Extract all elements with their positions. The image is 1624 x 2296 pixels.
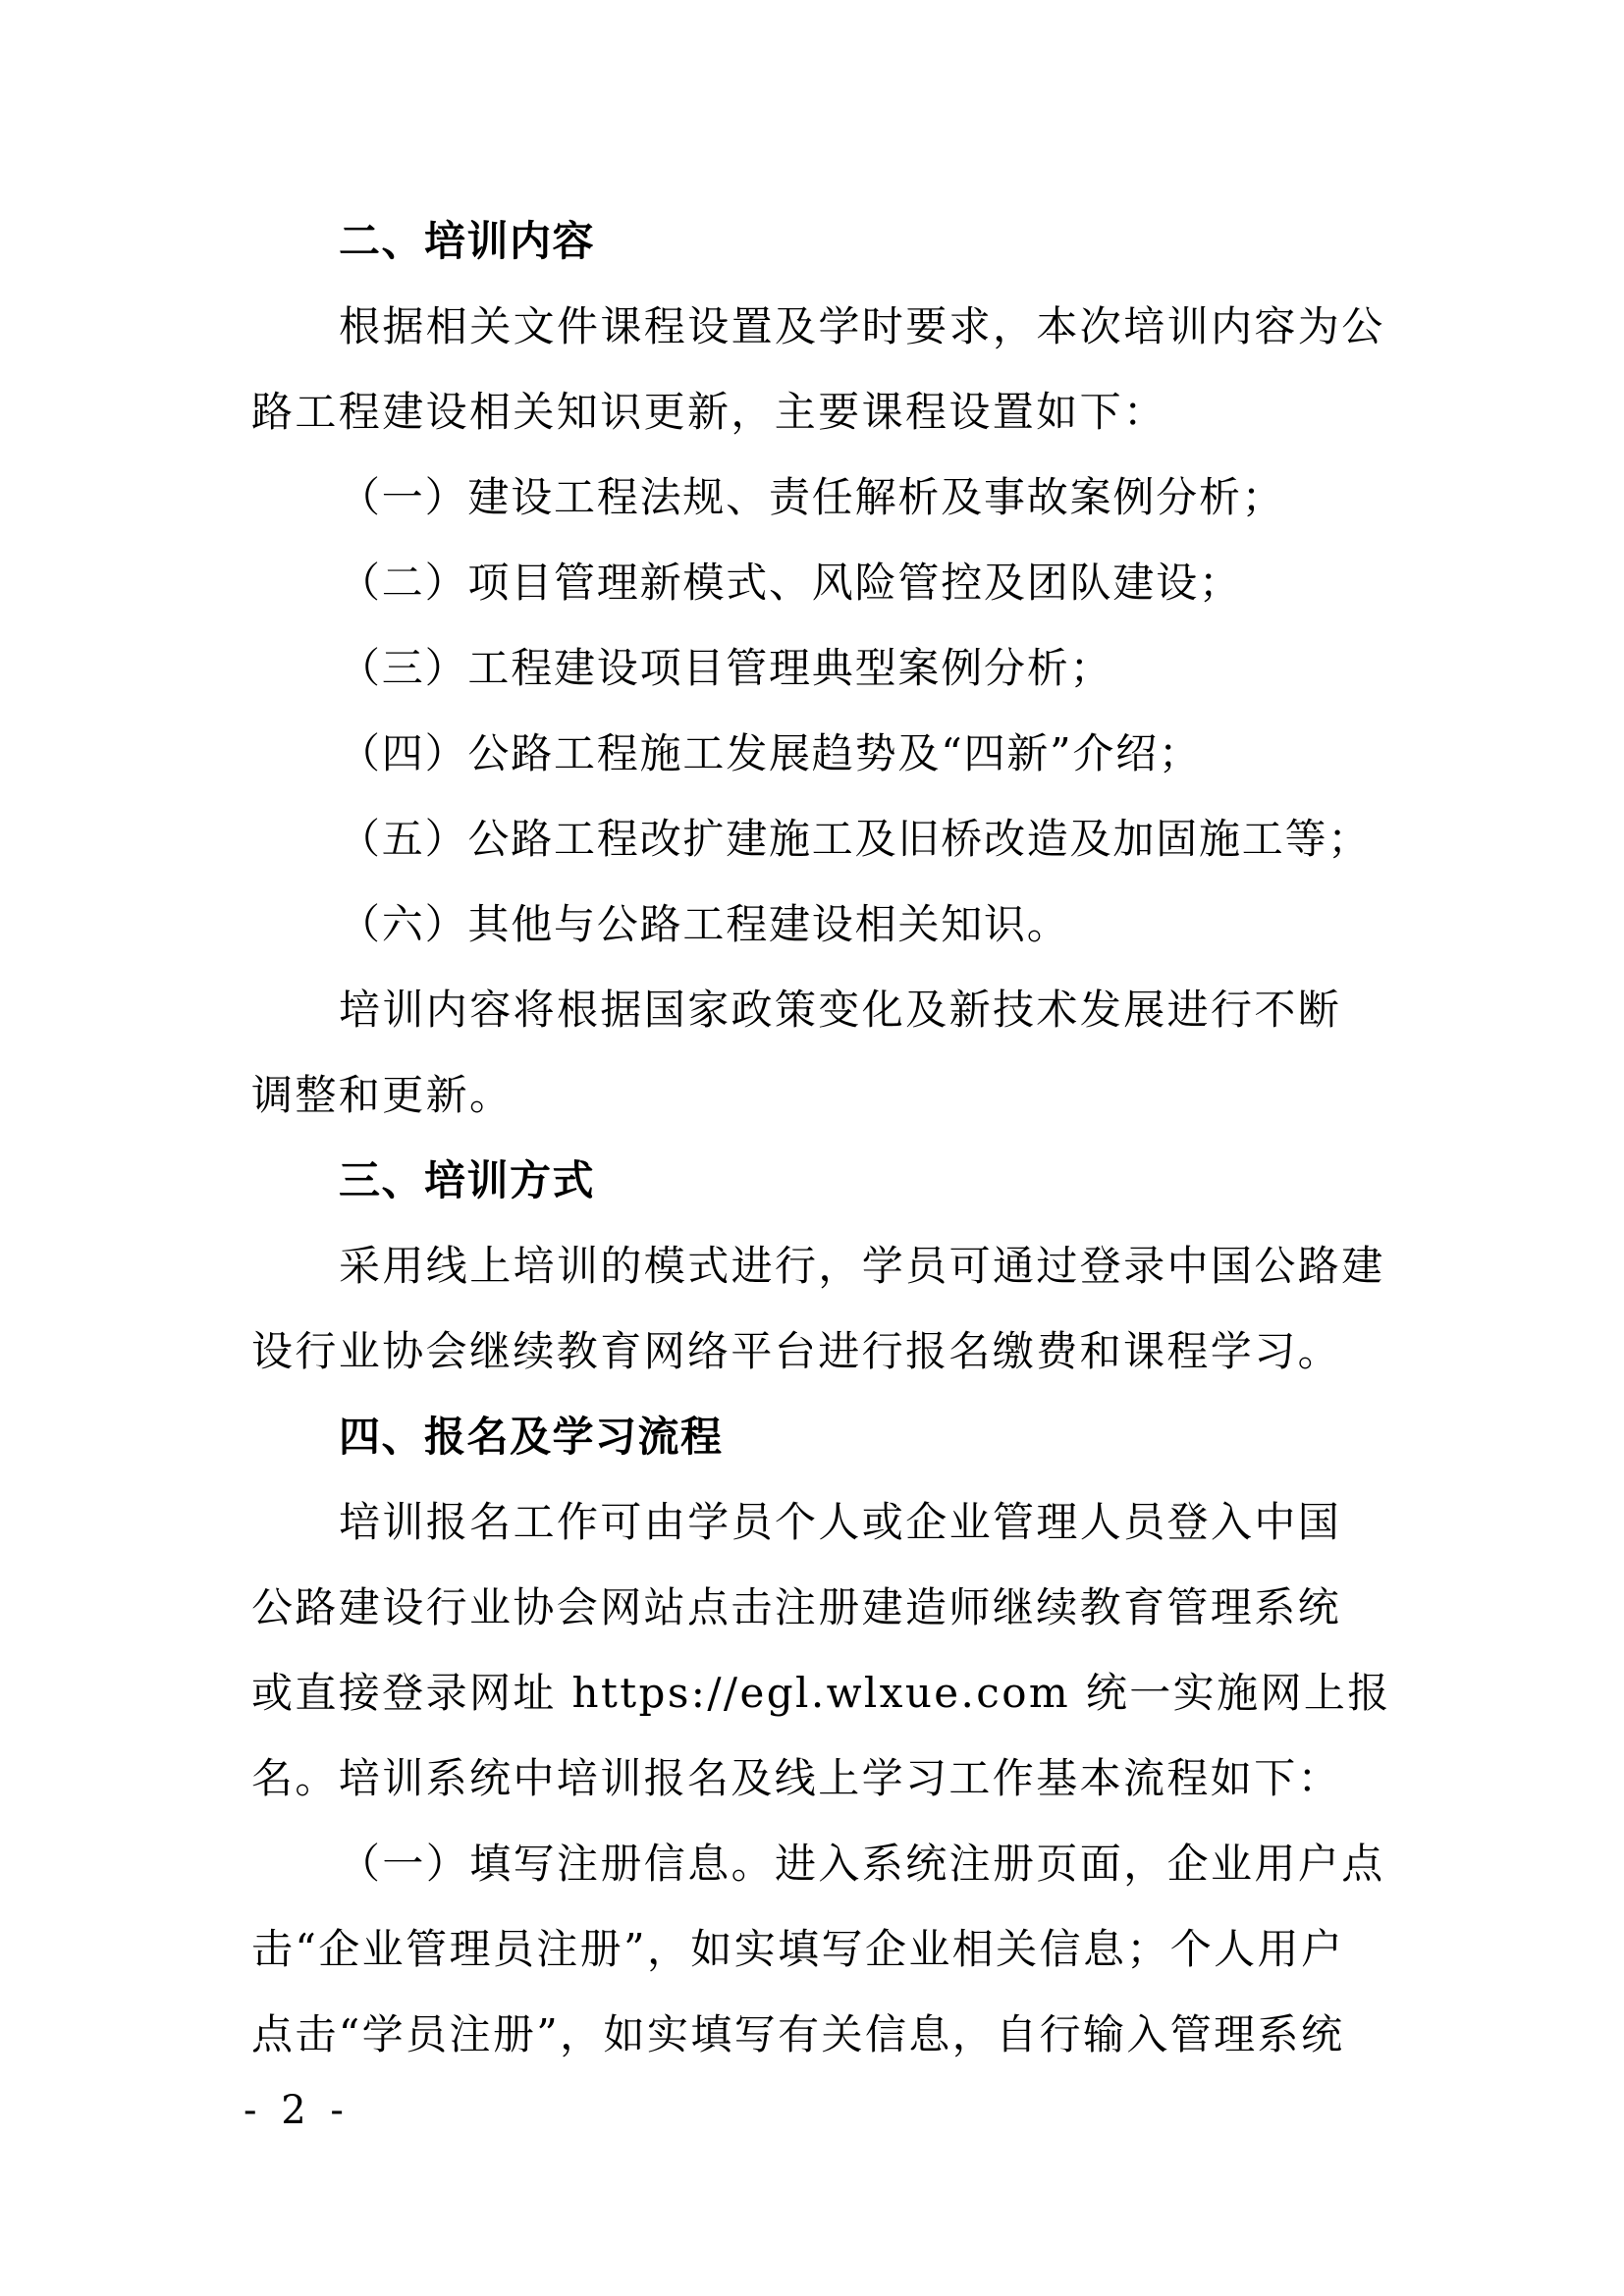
- paragraph-line-with-url: 或直接登录网址 https://egl.wlxue.com 统一实施网上报: [251, 1669, 1391, 1717]
- paragraph-line: 名。培训系统中培训报名及线上学习工作基本流程如下：: [251, 1754, 1342, 1802]
- paragraph-line: 培训内容将根据国家政策变化及新技术发展进行不断: [339, 986, 1342, 1034]
- list-item-2: （二）项目管理新模式、风险管控及团队建设；: [339, 559, 1242, 607]
- section-heading-training-content: 二、培训内容: [339, 217, 596, 265]
- paragraph-line: 击“企业管理员注册”，如实填写企业相关信息；个人用户: [251, 1925, 1345, 1973]
- list-item-1: （一）建设工程法规、责任解析及事故案例分析；: [339, 473, 1285, 521]
- list-item-6: （六）其他与公路工程建设相关知识。: [339, 900, 1070, 948]
- paragraph-line: 培训报名工作可由学员个人或企业管理人员登入中国: [339, 1498, 1342, 1546]
- paragraph-line: 根据相关文件课程设置及学时要求，本次培训内容为公: [339, 302, 1385, 350]
- section-heading-training-method: 三、培训方式: [339, 1156, 596, 1204]
- list-item-5: （五）公路工程改扩建施工及旧桥改造及加固施工等；: [339, 815, 1372, 863]
- paragraph-line: （一）填写注册信息。进入系统注册页面，企业用户点: [339, 1840, 1385, 1888]
- paragraph-line: 路工程建设相关知识更新，主要课程设置如下：: [251, 388, 1167, 436]
- section-heading-registration-process: 四、报名及学习流程: [339, 1413, 724, 1461]
- paragraph-line: 设行业协会继续教育网络平台进行报名缴费和课程学习。: [251, 1327, 1342, 1375]
- list-item-3: （三）工程建设项目管理典型案例分析；: [339, 644, 1113, 692]
- paragraph-line: 采用线上培训的模式进行，学员可通过登录中国公路建: [339, 1242, 1385, 1290]
- list-item-4: （四）公路工程施工发展趋势及“四新”介绍；: [339, 729, 1202, 777]
- page-number: - 2 -: [244, 2088, 350, 2133]
- paragraph-line: 公路建设行业协会网站点击注册建造师继续教育管理系统: [251, 1583, 1342, 1631]
- paragraph-line: 调整和更新。: [251, 1071, 514, 1119]
- paragraph-line: 点击“学员注册”，如实填写有关信息，自行输入管理系统: [251, 2010, 1345, 2058]
